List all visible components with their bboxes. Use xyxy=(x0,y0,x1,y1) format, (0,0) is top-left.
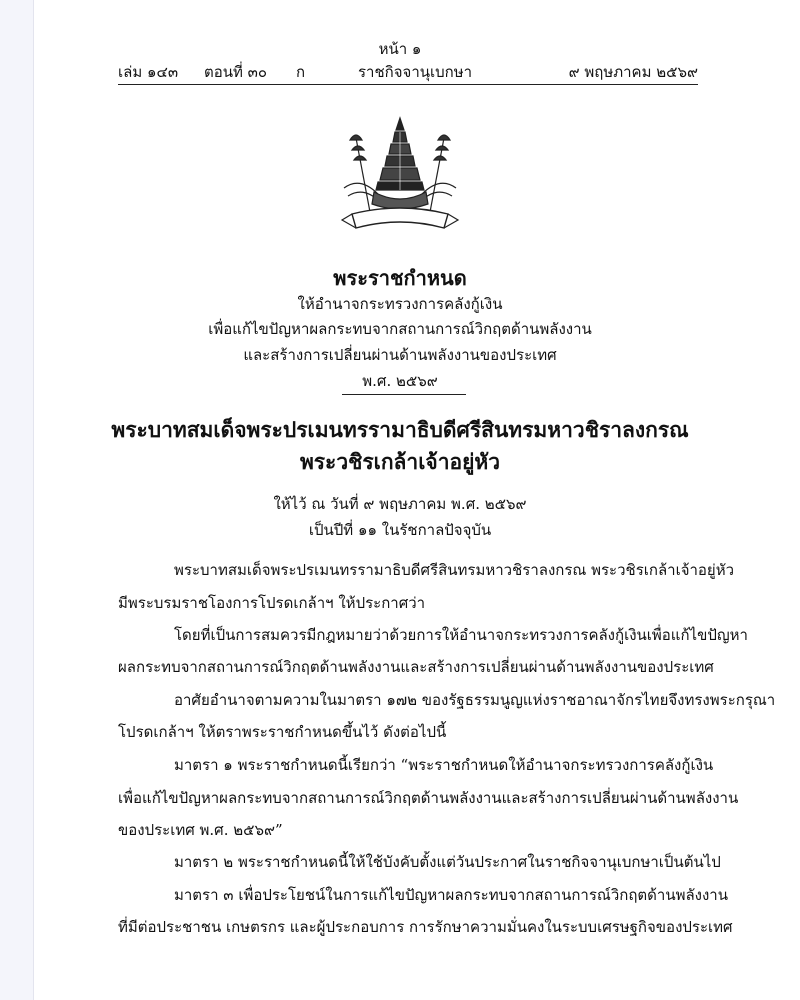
gazette-header-row xyxy=(118,60,698,82)
page-number: หน้า ๑ xyxy=(378,40,422,58)
volume-number: เล่ม ๑๔๓ xyxy=(118,63,179,81)
decree-subtitle-line-3: และสร้างการเปลี่ยนผ่านด้านพลังงานของประเทศ xyxy=(243,346,557,364)
publication-date: ๙ พฤษภาคม ๒๕๖๙ xyxy=(568,63,698,81)
king-name-line-2: พระวชิรเกล้าเจ้าอยู่หัว xyxy=(299,449,501,474)
given-date: ให้ไว้ ณ วันที่ ๙ พฤษภาคม พ.ศ. ๒๕๖๙ xyxy=(273,495,527,513)
reign-year: เป็นปีที่ ๑๑ ในรัชกาลปัจจุบัน xyxy=(308,521,492,539)
section-3-line-1: มาตรา ๓ เพื่อประโยชน์ในการแก้ไขปัญหาผลกระทบจากสถานการณ์วิกฤตด้านพลังงาน xyxy=(174,886,728,904)
decree-subtitle-line-2: เพื่อแก้ไขปัญหาผลกระทบจากสถานการณ์วิกฤตด้านพลังงาน xyxy=(208,320,592,338)
section-1-line-3: ของประเทศ พ.ศ. ๒๕๖๙” xyxy=(118,821,283,839)
preamble-line-1: พระบาทสมเด็จพระปรเมนทรรามาธิบดีศรีสินทรมหาวชิราลงกรณ พระวชิรเกล้าเจ้าอยู่หัว xyxy=(174,561,735,579)
royal-crown-emblem-icon xyxy=(330,116,470,234)
header-divider xyxy=(118,84,698,85)
section-1-line-1: มาตรา ๑ พระราชกำหนดนี้เรียกว่า “พระราชกำหนดให้อำนาจกระทรวงการคลังกู้เงิน xyxy=(174,756,714,774)
recital-line-2: ผลกระทบจากสถานการณ์วิกฤตด้านพลังงานและสร้างการเปลี่ยนผ่านด้านพลังงานของประเทศ xyxy=(118,658,714,676)
section-letter: ก xyxy=(296,63,306,81)
recital-line-1: โดยที่เป็นการสมควรมีกฎหมายว่าด้วยการให้อำนาจกระทรวงการคลังกู้เงินเพื่อแก้ไขปัญหา xyxy=(174,626,748,644)
issue-number: ตอนที่ ๓๐ xyxy=(204,63,268,81)
section-3-line-2: ที่มีต่อประชาชน เกษตรกร และผู้ประกอบการ การรักษาความมั่นคงในระบบเศรษฐกิจของประเทศ xyxy=(118,918,733,936)
gazette-name: ราชกิจจานุเบกษา xyxy=(358,63,473,81)
king-name-line-1: พระบาทสมเด็จพระปรเมนทรรามาธิบดีศรีสินทรมหาวชิราลงกรณ xyxy=(111,417,689,442)
authority-line-1: อาศัยอำนาจตามความในมาตรา ๑๗๒ ของรัฐธรรมนูญแห่งราชอาณาจักรไทยจึงทรงพระกรุณา xyxy=(174,691,776,709)
decree-subtitle-line-1: ให้อำนาจกระทรวงการคลังกู้เงิน xyxy=(297,295,503,313)
section-2-line-1: มาตรา ๒ พระราชกำหนดนี้ให้ใช้บังคับตั้งแต่วันประกาศในราชกิจจานุเบกษาเป็นต้นไป xyxy=(174,853,721,871)
decree-title: พระราชกำหนด xyxy=(333,266,467,290)
title-divider xyxy=(342,394,466,395)
decree-year: พ.ศ. ๒๕๖๙ xyxy=(362,372,438,390)
authority-line-2: โปรดเกล้าฯ ให้ตราพระราชกำหนดขึ้นไว้ ดังต่อไปนี้ xyxy=(118,723,447,741)
preamble-line-2: มีพระบรมราชโองการโปรดเกล้าฯ ให้ประกาศว่า xyxy=(118,594,426,612)
section-1-line-2: เพื่อแก้ไขปัญหาผลกระทบจากสถานการณ์วิกฤตด้านพลังงานและสร้างการเปลี่ยนผ่านด้านพลังงาน xyxy=(118,789,739,807)
